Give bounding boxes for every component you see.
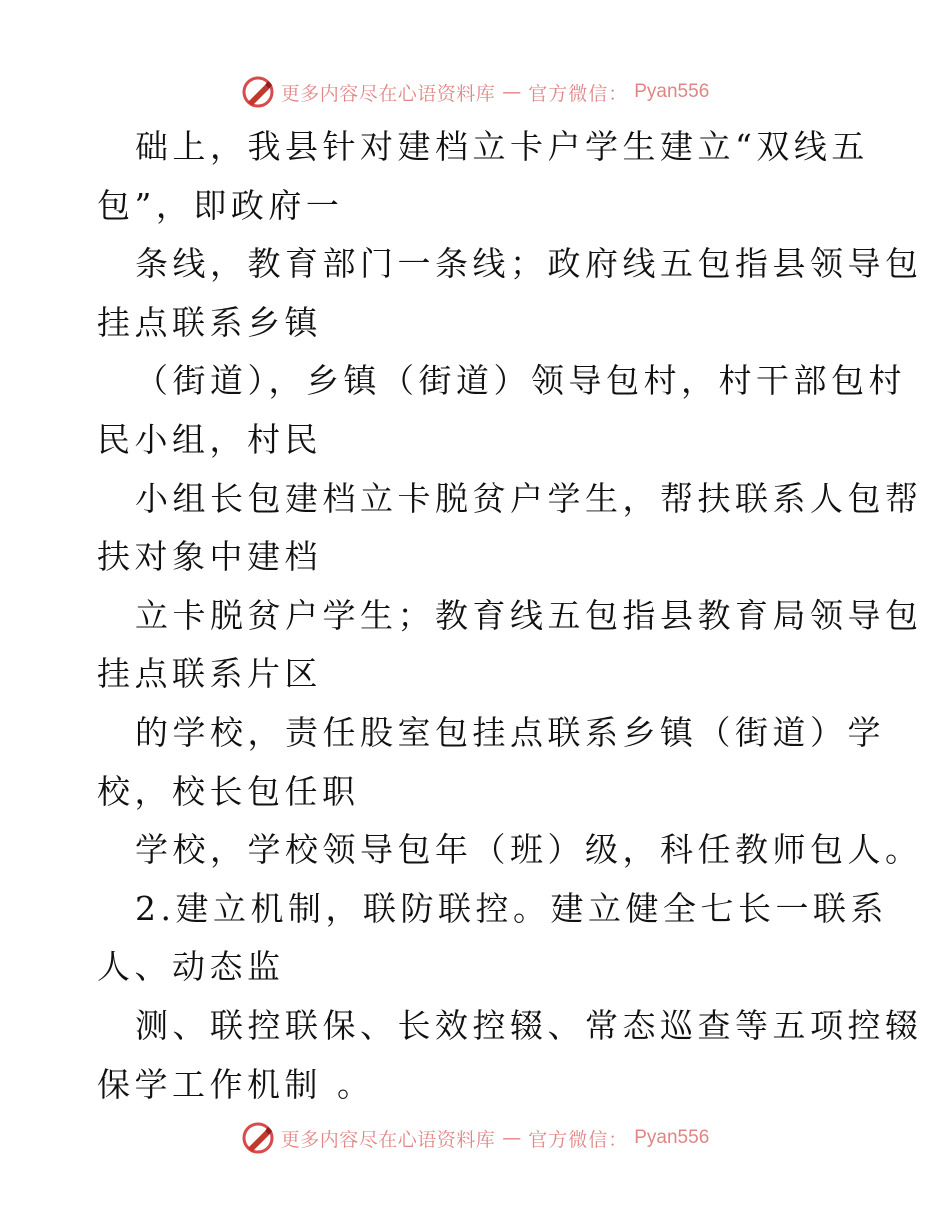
paragraph-line: 人、动态监 [97, 947, 285, 987]
paragraph-line: 扶对象中建档 [97, 537, 322, 577]
pen-nib-circle-icon [241, 1121, 275, 1155]
paragraph-line: 挂点联系乡镇 [97, 302, 322, 342]
paragraph-line: 立卡脱贫户学生；教育线五包指县教育局领导包 [135, 595, 923, 635]
paragraph-line: 学校，学校领导包年（班）级，科任教师包人。 [135, 830, 923, 870]
watermark-wechat-label: 官方微信： [528, 1128, 629, 1151]
paragraph-line: 校，校长包任职 [97, 771, 360, 811]
paragraph-line: 小组长包建档立卡脱贫户学生，帮扶联系人包帮 [135, 478, 923, 518]
paragraph-line: 挂点联系片区 [97, 654, 322, 694]
watermark-text: 更多内容尽在心语资料库 [280, 82, 496, 105]
footer-watermark [0, 1118, 950, 1158]
paragraph-line: 2.建立机制，联防联控。建立健全七长一联系 [135, 888, 888, 928]
watermark-wechat-id: Pyan556 [634, 1127, 710, 1148]
paragraph-line: （街道），乡镇（街道）领导包村，村干部包村 [135, 361, 906, 401]
watermark-wechat-label: 官方微信： [528, 82, 629, 105]
watermark-separator: — [502, 1127, 522, 1149]
paragraph-line: 条线，教育部门一条线；政府线五包指县领导包 [135, 244, 923, 284]
watermark-separator: — [502, 81, 522, 103]
paragraph-line: 保学工作机制 。 [97, 1064, 375, 1104]
document-body [97, 118, 923, 1114]
watermark-text: 更多内容尽在心语资料库 [280, 1128, 496, 1151]
paragraph-line: 测、联控联保、长效控辍、常态巡查等五项控辍 [135, 1005, 923, 1045]
paragraph-line: 民小组，村民 [97, 419, 322, 459]
header-watermark [0, 72, 950, 112]
paragraph-line: 础上，我县针对建档立卡户学生建立“双线五 [135, 127, 869, 166]
paragraph-line: 的学校，责任股室包挂点联系乡镇（街道）学 [135, 712, 885, 752]
pen-nib-circle-icon [241, 75, 275, 109]
paragraph-line: 包”，即政府一 [97, 185, 344, 225]
watermark-wechat-id: Pyan556 [634, 81, 710, 102]
